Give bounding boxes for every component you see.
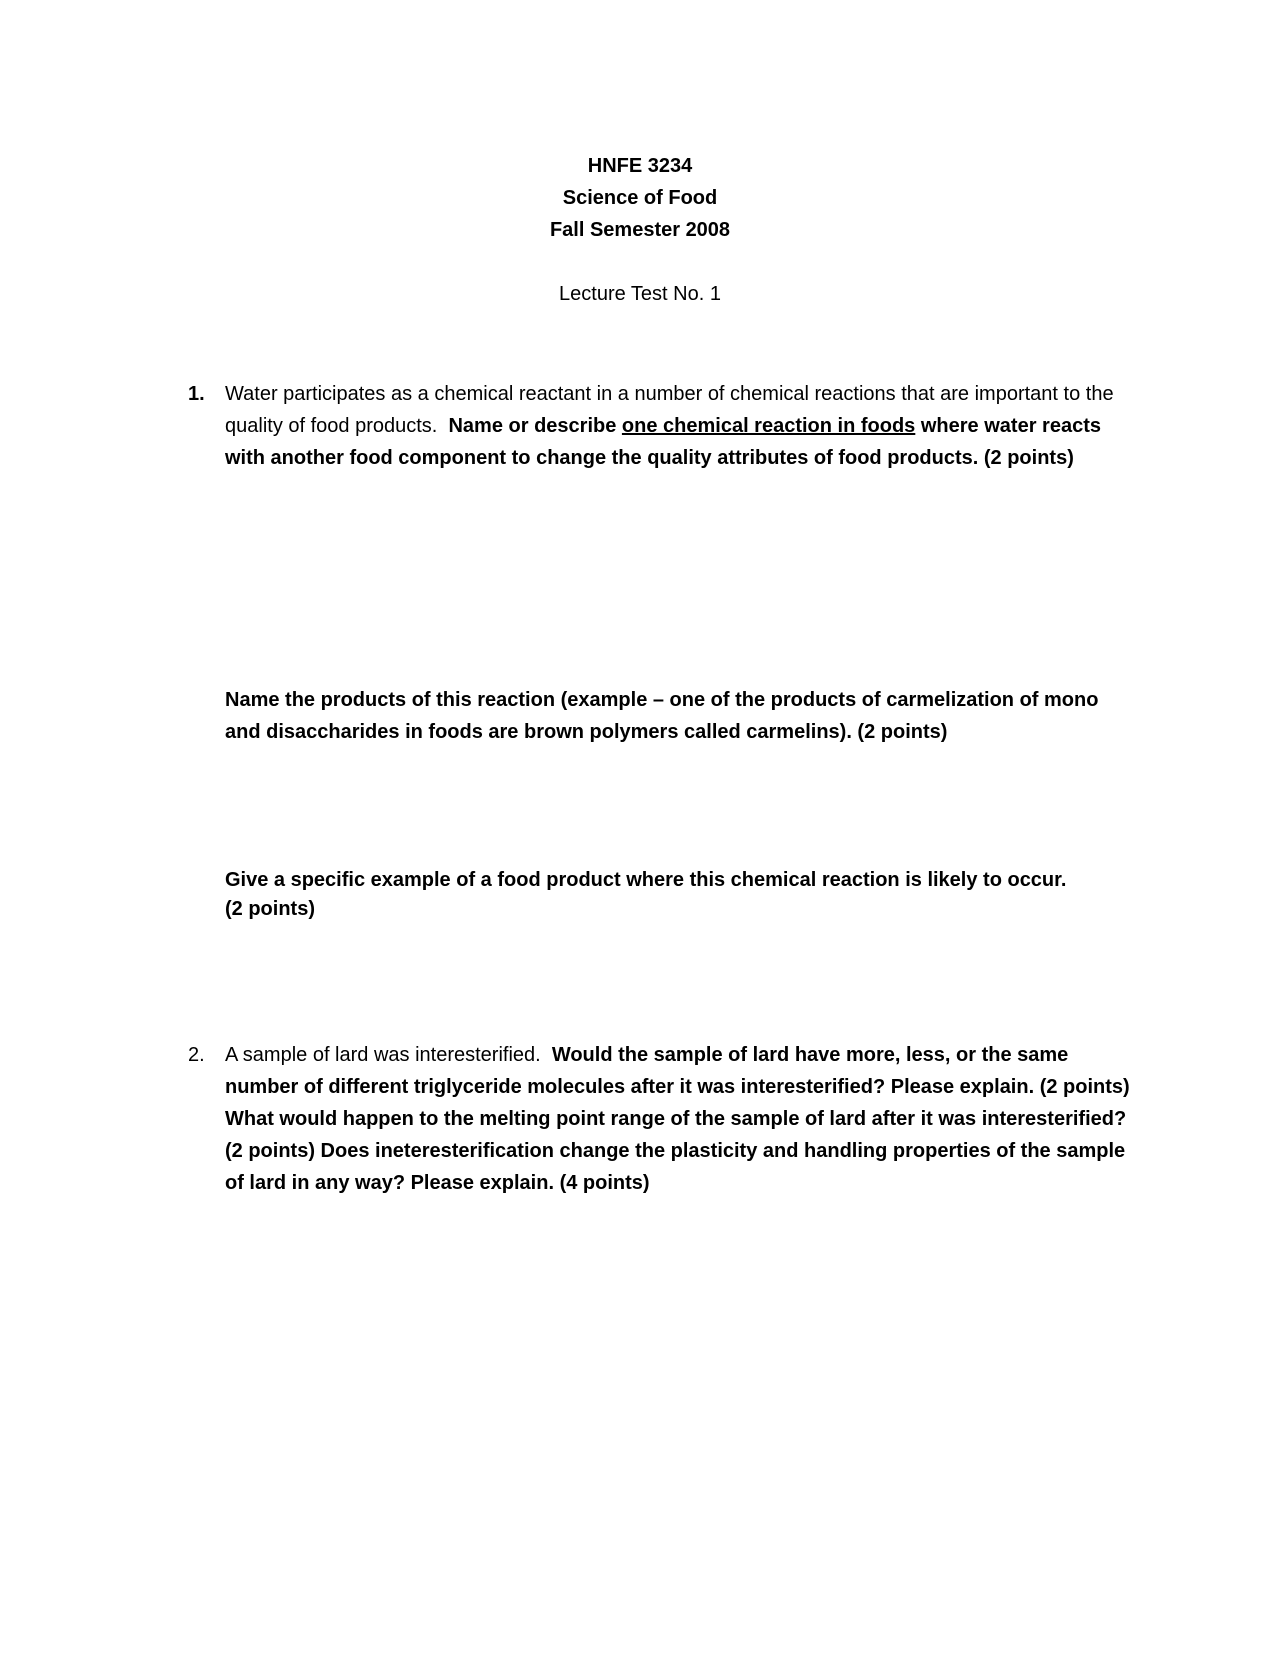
question-number: 2. (188, 1044, 205, 1066)
question-text (225, 378, 1130, 474)
course-title: Science of Food (562, 187, 718, 209)
question-text (225, 1039, 1130, 1199)
question-bold-text: Would the sample of lard have more, less, or the same number of different triglyceride molecules after it was interesterified? Please explain. (2 points) What would happen to the melting point range of the sample of lard after it was interesterified? (2 points) Does ineteresterification change the plasticity and handling properties of the sample of lard in any way? Please explain. (4 points) (225, 1044, 1130, 1194)
question-intro: Water participates as a chemical reactant in a number of chemical reactions that are important to the quality of food products. (225, 383, 1114, 437)
question-underlined: one chemical reaction in foods (621, 415, 916, 437)
subquestion-example (225, 866, 1130, 924)
document-header (0, 150, 1280, 246)
subquestion-products: Name the products of this reaction (example – one of the products of carmelization of mono and disaccharides in foods are brown polymers called carmelins). (2 points) (225, 689, 1099, 743)
question-bold-rest: where water reacts with another food component to change the quality attributes of food products. (2 points) (225, 415, 1101, 469)
question-number: 1. (188, 383, 205, 405)
course-code: HNFE 3234 (587, 155, 693, 177)
question-intro: A sample of lard was interesterified. (225, 1044, 541, 1066)
test-title: Lecture Test No. 1 (559, 283, 721, 305)
semester: Fall Semester 2008 (549, 219, 731, 241)
question-bold-lead: Name or describe (448, 415, 617, 437)
subquestion-example-line-2: (2 points) (225, 898, 315, 920)
subquestion-example-line-1: Give a specific example of a food product where this chemical reaction is likely to occur. (225, 869, 1067, 891)
